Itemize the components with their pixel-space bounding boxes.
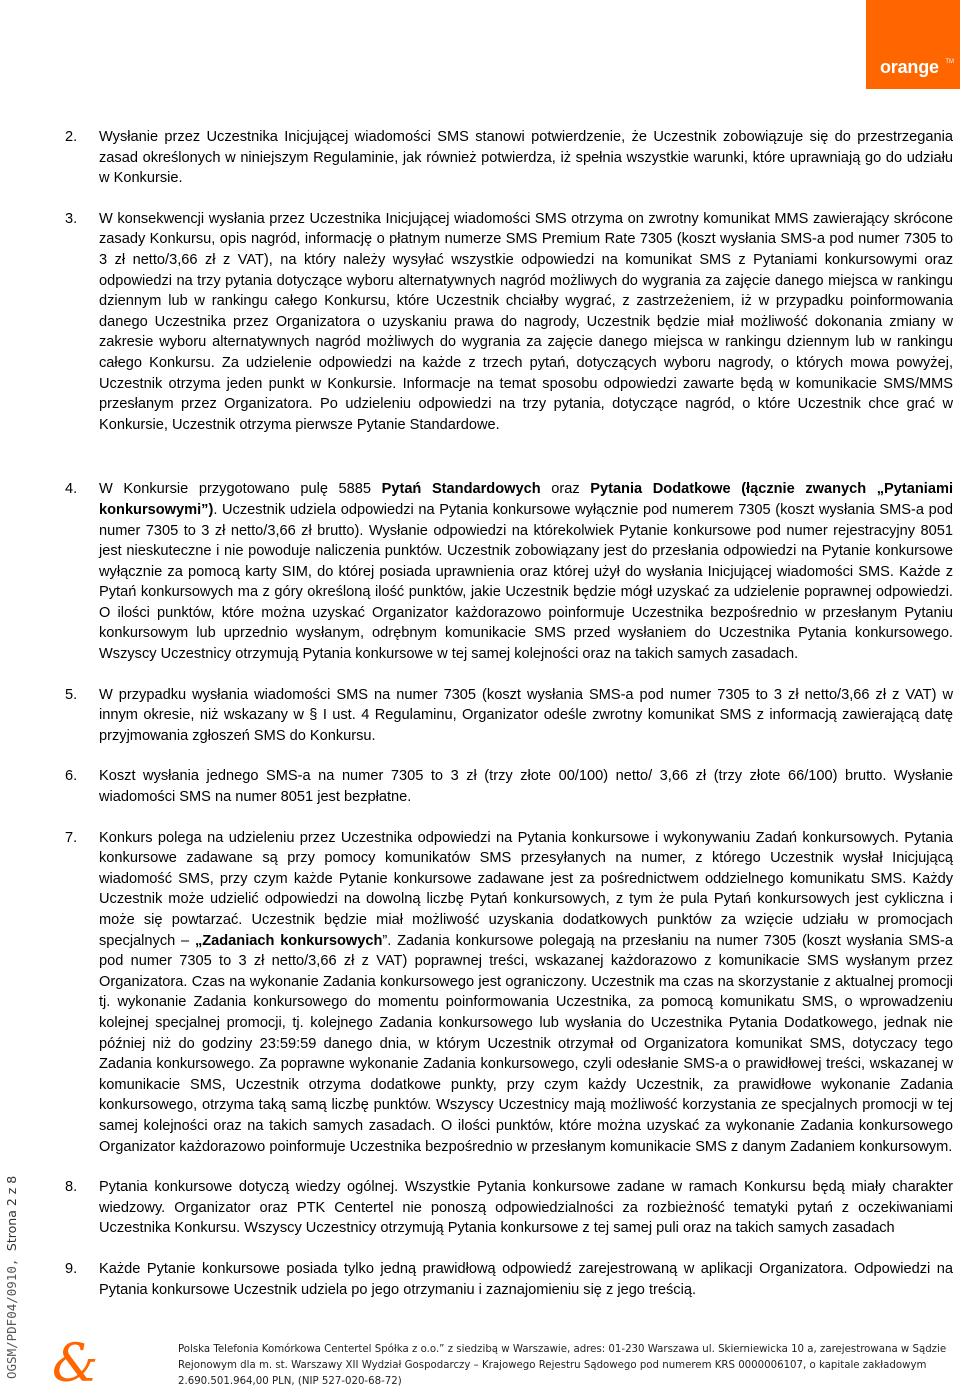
clause-number: 8. <box>65 1179 78 1196</box>
company-footer <box>178 1342 958 1390</box>
clause-3 <box>65 209 953 436</box>
clause-number: 9. <box>65 1260 78 1277</box>
bold-term: Pytania Dodatkowe (łącznie zwanych „Pytaniami konkursowymi”) <box>99 481 953 518</box>
clause-text-part: W Konkursie przygotowano pulę 5885 <box>99 481 382 498</box>
clause-text: Koszt wysłania jednego SMS-a na numer 7305 to 3 zł (trzy złote 00/100) netto/ 3,66 zł (trzy złote 66/100) brutto. Wysłanie wiadomości SMS na numer 8051 jest bezpłatne. <box>99 768 953 806</box>
clause-text-part: . Uczestnik udziela odpowiedzi na Pytania konkursowe wyłącznie pod numerem 7305 (koszt wysłania SMS-a pod numer 7305 to 3 zł netto/3,66 zł brutto). Wysłanie odpowiedzi na którekolwiek Pytanie konkursowe pod numer rejestracyjny 8051 jest nieskuteczne i nie powoduje naliczenia punktów. Uczestnik zobowiązany jest do przesłania odpowiedzi na Pytanie konkursowe wyłącznie za pomocą karty SIM, do której posiada uprawnienia oraz której użył do wysłania Inicjującej wiadomości SMS. Każde z Pytań konkursowych ma z góry określoną ilość punktów, jakie Uczestnik będzie mógł uzyskać za udzielenie poprawnej odpowiedzi. O ilości punktów, które można uzyskać Organizator każdorazowo poinformuje Uczestnika bezpośrednio w przesłanym Pytaniu konkursowym lub uprzednio wysłanym, odrębnym komunikacie SMS przed wysłaniem do Uczestnika Pytania konkursowego. Wszyscy Uczestnicy otrzymują Pytania konkursowe w tej samej kolejności oraz na takich samych zasadach. <box>99 501 953 663</box>
logo-text: orange <box>880 57 939 77</box>
document-code-sidebar <box>4 1176 19 1379</box>
ampersand-logo: & <box>52 1334 99 1394</box>
clause-number: 4. <box>65 481 78 498</box>
logo-tm: TM <box>945 59 954 65</box>
clause-text: W konsekwencji wysłania przez Uczestnika Inicjującej wiadomości SMS otrzyma on zwrotny komunikat MMS zawierający skrócone zasady Konkursu, opis nagród, informację o płatnym numerze SMS Premium Rate 7305 (koszt wysłania SMS-a pod numer 7305 to 3 zł netto/3,66 zł z VAT), na który należy wysyłać wszystkie odpowiedzi na komunikat SMS z Pytaniami konkursowymi oraz odpowiedzi na trzy pytania dotyczące wyboru alternatywnych nagród możliwych do wygrania za zajęcie danego miejsca w rankingu dziennym lub w rankingu całego Konkursu, które Uczestnik chciałby wygrać, z zastrzeżeniem, iż w przypadku poinformowania danego Uczestnika przez Organizatora o uzyskaniu prawa do nagrody, Uczestnik będzie miał możliwość dokonania zmiany w zakresie wyboru alternatywnych nagród możliwych do wygrania za zajęcie danego miejsca w rankingu dziennym lub w rankingu całego Konkursu. Za udzielenie odpowiedzi na każde z trzech pytań, dotyczących wyboru nagrody, o których mowa powyżej, Uczestnik otrzyma jeden punkt w Konkursie. Informacje na temat sposobu odpowiedzi zawarte będą w komunikacie SMS/MMS przesłanym przez Organizatora. Po udzieleniu odpowiedzi na trzy pytania, dotyczące nagród, o które Uczestnik chce grać w Konkursie, Uczestnik otrzyma pierwsze Pytanie Standardowe. <box>99 210 953 433</box>
regulations-content <box>65 127 953 1300</box>
clause-text: Każde Pytanie konkursowe posiada tylko jedną prawidłową odpowiedź zarejestrowaną w aplikacji Organizatora. Odpowiedzi na Pytania konkursowe Uczestnik udziela po jego otrzymaniu i zaznajomieniu się z jego treścią. <box>99 1260 953 1298</box>
footer-line: Rejonowym dla m. st. Warszawy XII Wydział Gospodarczy – Krajowego Rejestru Sądowego pod numerem KRS 0000006107, o kapitale zakładowym <box>178 1360 927 1371</box>
footer-line: Polska Telefonia Komórkowa Centertel Spółka z o.o.” z siedzibą w Warszawie, adres: 01-230 Warszawa ul. Skierniewicka 10 a, zarejestrowana w Sądzie <box>178 1344 947 1355</box>
clause-text <box>99 828 953 1158</box>
clause-text <box>99 479 953 664</box>
clause-4 <box>65 479 953 664</box>
page-indicator: Strona 2 z 8 <box>4 1175 19 1252</box>
clause-number: 2. <box>65 129 78 145</box>
bold-term: „Zadaniach konkursowych <box>194 932 383 949</box>
clause-text: W przypadku wysłania wiadomości SMS na numer 7305 (koszt wysłania SMS-a pod numer 7305 to 3 zł netto/3,66 zł z VAT) w innym okresie, niż wskazany w § I ust. 4 Regulaminu, Organizator odeśle zwrotny komunikat SMS z informacją zawierającą datę przyjmowania zgłoszeń SMS do Konkursu. <box>99 686 953 744</box>
clause-text: Pytania konkursowe dotyczą wiedzy ogólnej. Wszystkie Pytania konkursowe zadane w ramach Konkursu będą miały charakter wiedzowy. Organizator oraz PTK Centertel nie ponoszą odpowiedzialności za rozbieżność tematyki pytań z oczekiwaniami Uczestnika Konkursu. Wszyscy Uczestnicy otrzymują Pytania konkursowe z tej samej puli oraz na takich samych zasadach <box>99 1179 953 1237</box>
clause-number: 3. <box>65 210 78 227</box>
bold-term: Pytań Standardowych <box>381 481 541 498</box>
clause-text-part: Konkurs polega na udzieleniu przez Uczestnika odpowiedzi na Pytania konkursowe i wykonywaniu Zadań konkursowych. Pytania konkursowe zadawane są przy pomocy komunikatów SMS przesyłanych na numer, z którego Uczestnik wysłał Inicjującą wiadomość SMS, przy czym każde Pytanie konkursowe zadawane jest za pośrednictwem oddzielnego komunikatu SMS. Każdy Uczestnik może udzielić odpowiedzi na dowolną liczbę Pytań konkursowych, z tym że pula Pytań konkursowych jest cykliczna i może się powtarzać. Uczestnik będzie miał możliwość uzyskania dodatkowych punktów za wzięcie udziału w promocjach specjalnych – <box>99 829 953 949</box>
clause-number: 6. <box>65 768 78 785</box>
clause-number: 7. <box>65 829 78 846</box>
clause-2 <box>65 127 953 189</box>
clause-text-part: ”. Zadania konkursowe polegają na przesłaniu na numer 7305 (koszt wysłania SMS-a pod numer 7305 to 3 zł netto/3,66 zł z VAT) poprawnej treści, wskazanej każdorazowo z komunikacie SMS wysłanym przez Organizatora. Czas na wykonanie Zadania konkursowego jest ograniczony. Uczestnik ma czas na skorzystanie z aktualnej promocji tj. wykonanie Zadania konkursowego do momentu poinformowania Uczestnika, za pomocą komunikatu SMS, o wprowadzeniu kolejnej specjalnej promocji, tj. kolejnego Zadania konkursowego lub wysłania do Uczestnika Pytania Dodatkowego, jednak nie później niż do godziny 23:59:59 danego dnia, w którym Uczestnik otrzymał od Organizatora komunikat SMS, dotyczacy tego Zadania konkursowego. Za poprawne wykonanie Zadania konkursowego, czyli odesłanie SMS-a o prawidłowej treści, wskazanej w komunikacie SMS, Uczestnik otrzyma dodatkowe punkty, przy czym każdy Uczestnik, za prawidłowe wykonanie Zadania konkursowego, otrzyma taką samą liczbę punktów. Wszyscy Uczestnicy mają możliwość korzystania ze specjalnych promocji w tej samej kolejności oraz na takich samych zasadach. O ilości punktów, które można uzyskać za wykonanie Zadania konkursowego Organizator każdorazowo poinformuje Uczestnika bezpośrednio w przesłanym komunikacie SMS z danym Zadaniem konkursowym. <box>99 932 953 1155</box>
clause-text: Wysłanie przez Uczestnika Inicjującej wiadomości SMS stanowi potwierdzenie, że Uczestnik zobowiązuje się do przestrzegania zasad określonych w niniejszym Regulaminie, jak również potwierdza, iż spełnia wszystkie warunki, które uprawniają go do udziału w Konkursie. <box>99 129 953 187</box>
clause-8 <box>65 1177 953 1239</box>
document-code: OGSM/PDF04/0910, <box>4 1251 19 1379</box>
clause-number: 5. <box>65 686 78 703</box>
footer-line: 2.690.501.964,00 PLN, (NIP 527-020-68-72) <box>178 1376 402 1387</box>
clause-7 <box>65 828 953 1158</box>
clause-5 <box>65 685 953 747</box>
orange-logo <box>866 0 960 89</box>
clause-9 <box>65 1259 953 1300</box>
clause-6 <box>65 766 953 807</box>
clause-text-part: oraz <box>540 481 591 498</box>
